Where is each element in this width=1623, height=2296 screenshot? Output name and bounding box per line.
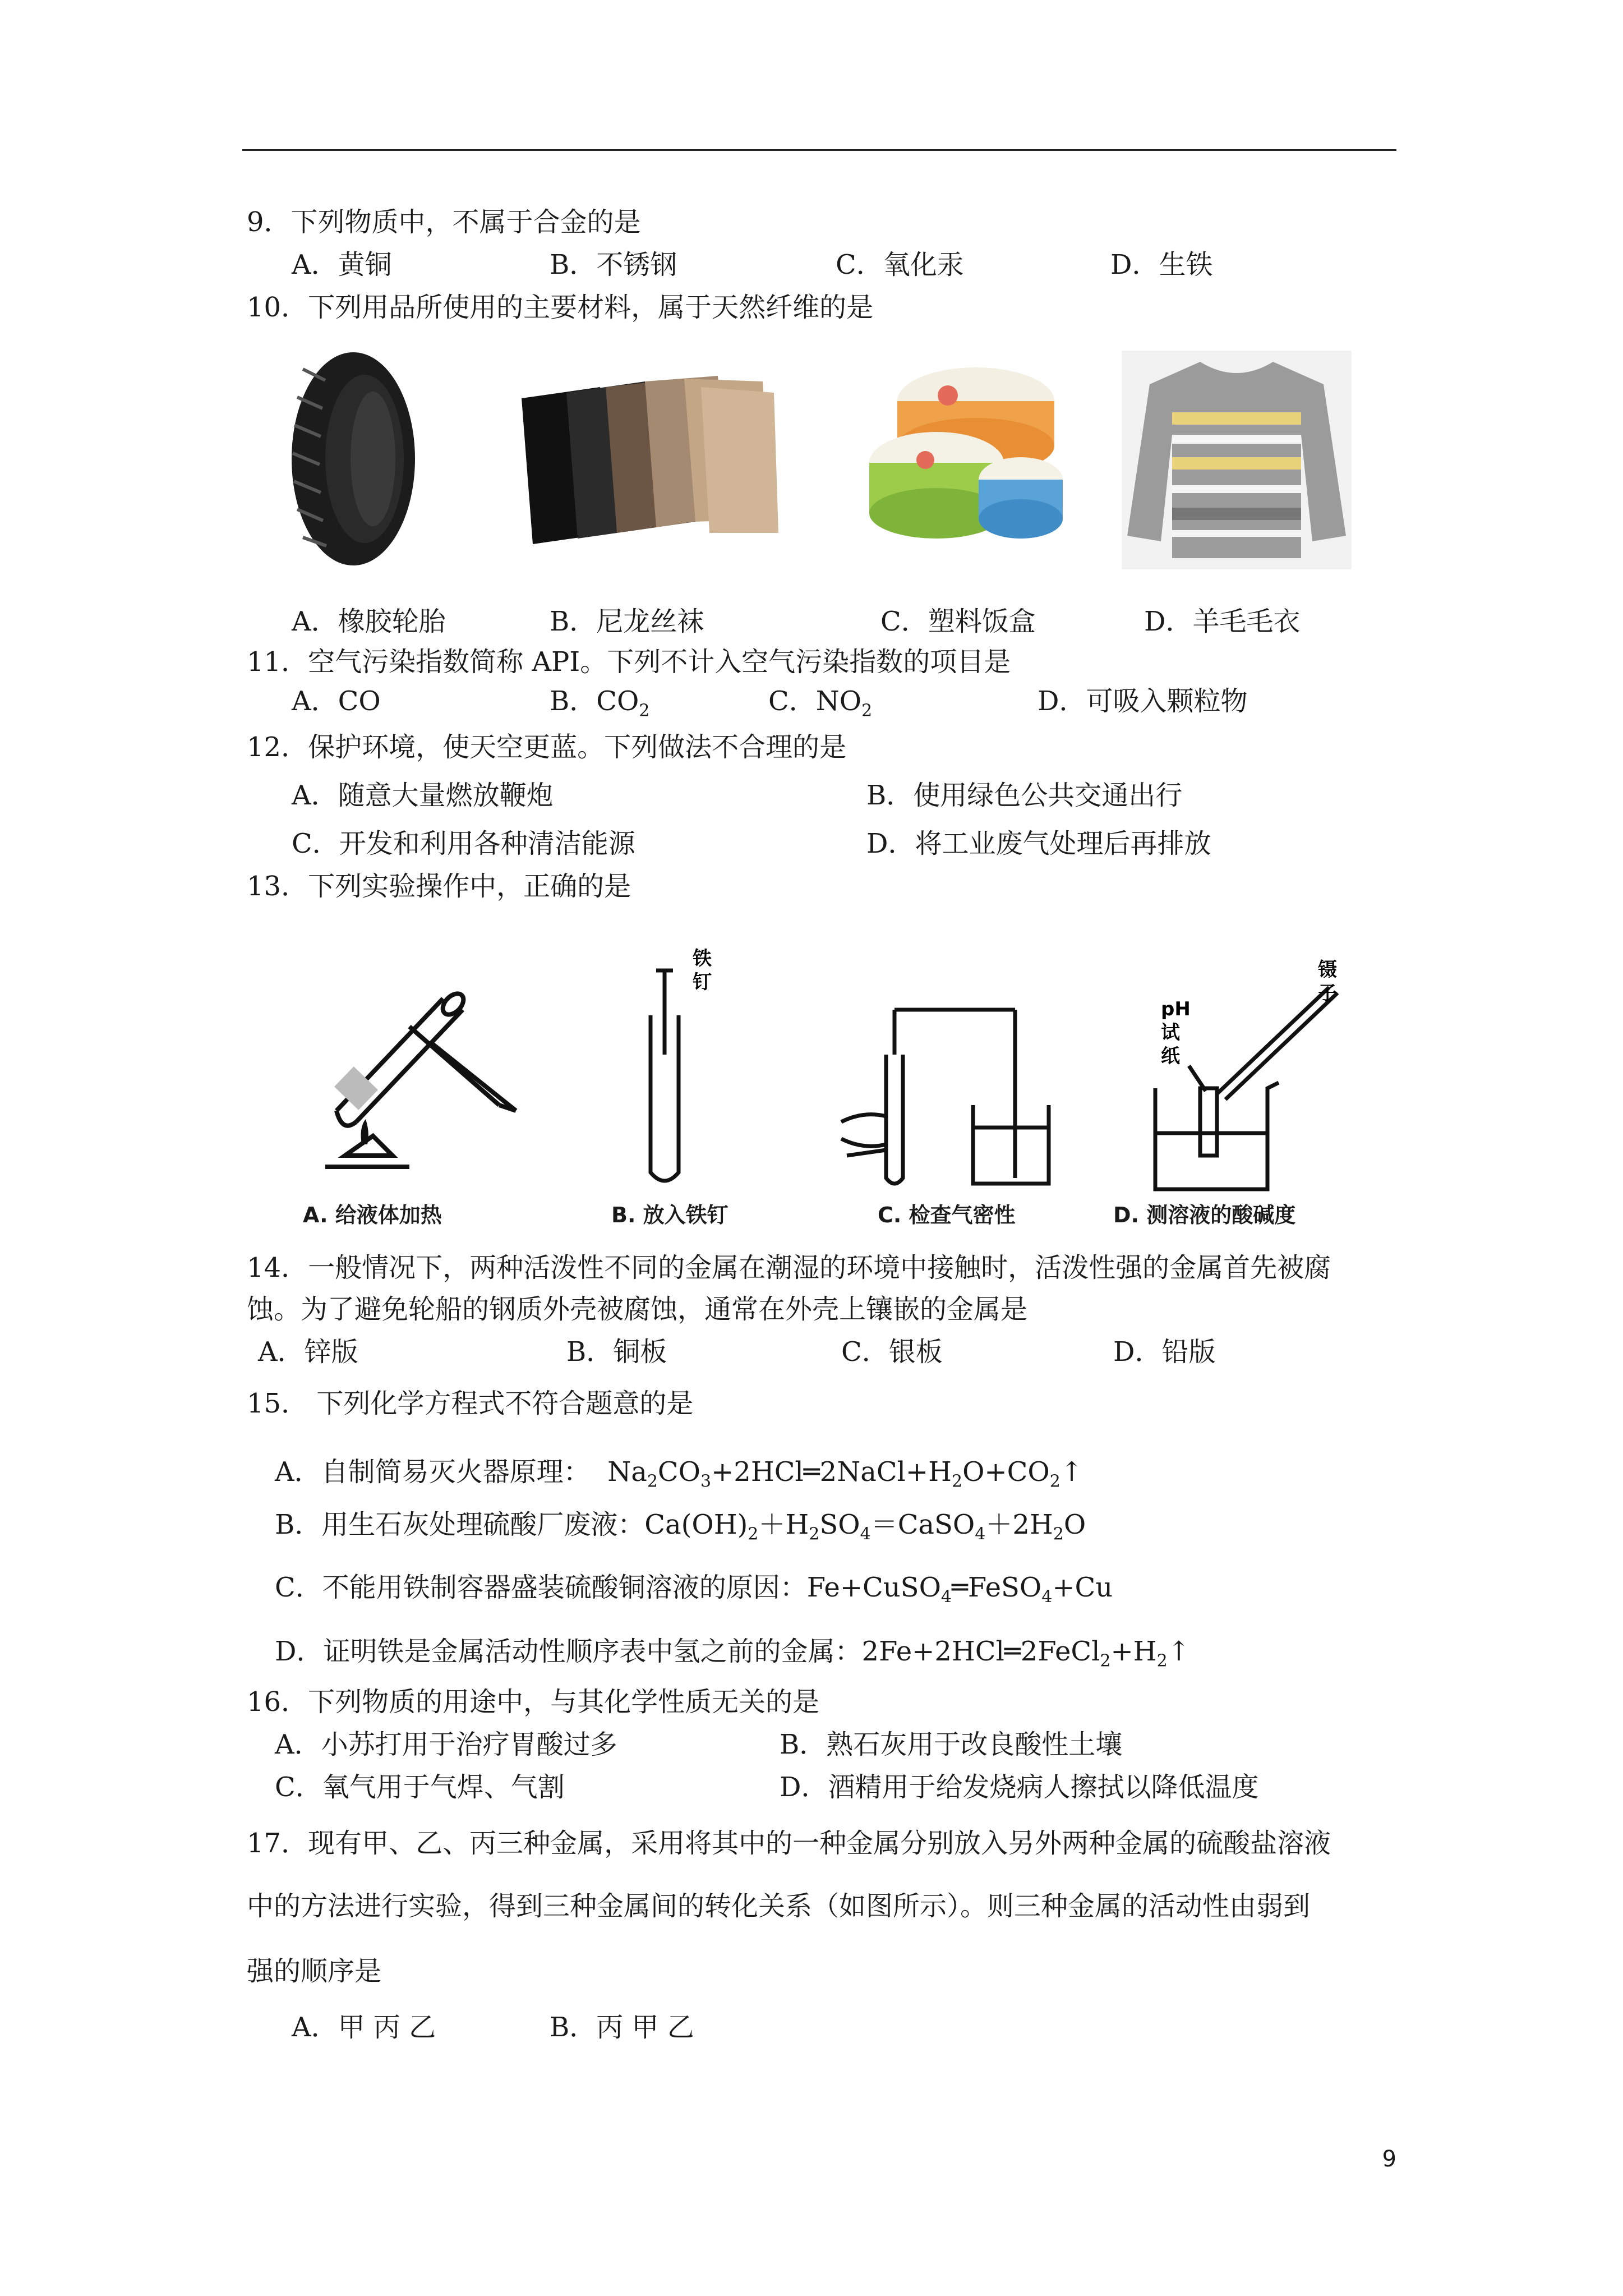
ph-paper-label-2: 纸 [1161, 1045, 1180, 1068]
q12-option-a: A．随意大量燃放鞭炮 [292, 780, 554, 811]
q11-stem: 11．空气污染指数简称 API。下列不计入空气污染指数的项目是 [247, 646, 1011, 678]
q10-option-a: A．橡胶轮胎 [292, 606, 446, 637]
q17-stem-line1: 17．现有甲、乙、丙三种金属，采用将其中的一种金属分别放入另外两种金属的硫酸盐溶液 [247, 1828, 1331, 1859]
q17-option-a: A．甲 丙 乙 [292, 2012, 436, 2043]
q16-option-a: A．小苏打用于治疗胃酸过多 [275, 1729, 617, 1760]
header-rule [242, 149, 1396, 151]
heating-liquid-diagram [303, 976, 522, 1200]
q14-stem-line2: 蚀。为了避免轮船的钢质外壳被腐蚀，通常在外壳上镶嵌的金属是 [247, 1294, 1028, 1325]
q17-stem-line3: 强的顺序是 [247, 1955, 382, 1987]
test-tube-nail-diagram [634, 948, 723, 1195]
q12-stem: 12．保护环境，使天空更蓝。下列做法不合理的是 [247, 731, 847, 763]
q17-option-b: B．丙 甲 乙 [550, 2012, 694, 2043]
tweezers-label-1: 镊 [1318, 959, 1337, 981]
q13-caption-a: A. 给液体加热 [303, 1203, 442, 1227]
ph-paper-label-1: 试 [1161, 1022, 1180, 1044]
rubber-tire-photo [280, 347, 426, 571]
q11-option-b: B．$CO_2$ [550, 685, 650, 721]
q12-option-d: D．将工业废气处理后再排放 [866, 828, 1211, 859]
plastic-lunchbox-photo [864, 351, 1066, 558]
q13-caption-b: B. 放入铁钉 [611, 1203, 728, 1227]
q15-option-a: A．自制简易灭火器原理： $Na_2CO_3+2HCl═2NaCl+H_2O+CO_2↑$ [275, 1456, 1083, 1492]
q9-stem: 9．下列物质中，不属于合金的是 [247, 206, 641, 238]
q16-option-b: B．熟石灰用于改良酸性土壤 [780, 1729, 1123, 1760]
wool-sweater-photo [1122, 351, 1352, 569]
q14-option-d: D．铅版 [1113, 1336, 1216, 1368]
q13-caption-d: D. 测溶液的酸碱度 [1113, 1203, 1296, 1227]
q10-stem: 10．下列用品所使用的主要材料，属于天然纤维的是 [247, 292, 874, 323]
q15-stem: 15． 下列化学方程式不符合题意的是 [247, 1388, 694, 1419]
q16-option-d: D．酒精用于给发烧病人擦拭以降低温度 [780, 1772, 1259, 1803]
q9-option-b: B．不锈钢 [550, 249, 677, 280]
q15-option-c: C．不能用铁制容器盛装硫酸铜溶液的原因：Fe+CuSO$_4$═FeSO$_4$+Cu [275, 1572, 1113, 1607]
nail-label-2: 钉 [693, 971, 712, 993]
q16-option-c: C．氧气用于气焊、气割 [275, 1772, 565, 1803]
q14-option-b: B．铜板 [566, 1336, 667, 1368]
q14-option-a: A．锌版 [258, 1336, 358, 1368]
q10-option-b: B．尼龙丝袜 [550, 606, 704, 637]
ph-measure-diagram [1144, 954, 1363, 1200]
q15-option-b: B．用生石灰处理硫酸厂废液：$Ca(OH)_2+H_2SO_4=CaSO_4+2H_2O$ [275, 1509, 1086, 1544]
q11-option-a: A．CO [292, 685, 381, 717]
q9-option-d: D．生铁 [1110, 249, 1213, 280]
q11-option-d: D．可吸入颗粒物 [1038, 685, 1248, 717]
q15-option-d: D．证明铁是金属活动性顺序表中氢之前的金属：$2Fe+2HCl═2FeCl_2+H_2↑$ [275, 1636, 1190, 1671]
nail-label-1: 铁 [693, 948, 712, 970]
tweezers-label-2: 子 [1318, 982, 1337, 1005]
q16-stem: 16．下列物质的用途中，与其化学性质无关的是 [247, 1686, 820, 1718]
nylon-stockings-photo [516, 365, 780, 550]
q11-option-c: C．$NO_2$ [768, 685, 873, 721]
q13-stem: 13．下列实验操作中，正确的是 [247, 871, 631, 902]
airtightness-check-diagram [830, 999, 1066, 1200]
q14-stem-line1: 14．一般情况下，两种活泼性不同的金属在潮湿的环境中接触时，活泼性强的金属首先被腐 [247, 1252, 1331, 1283]
q10-option-d: D．羊毛毛衣 [1144, 606, 1301, 637]
q9-option-a: A．黄铜 [292, 249, 392, 280]
q14-option-c: C．银板 [841, 1336, 943, 1368]
q9-option-c: C．氧化汞 [836, 249, 964, 280]
q12-option-c: C．开发和利用各种清洁能源 [292, 828, 635, 859]
q12-option-b: B．使用绿色公共交通出行 [866, 780, 1183, 811]
ph-label: pH [1161, 998, 1191, 1020]
q17-stem-line2: 中的方法进行实验，得到三种金属间的转化关系（如图所示）。则三种金属的活动性由弱到 [247, 1890, 1311, 1922]
page-number: 9 [1382, 2146, 1396, 2172]
q13-caption-c: C. 检查气密性 [878, 1203, 1016, 1227]
q10-option-c: C．塑料饭盒 [880, 606, 1036, 637]
